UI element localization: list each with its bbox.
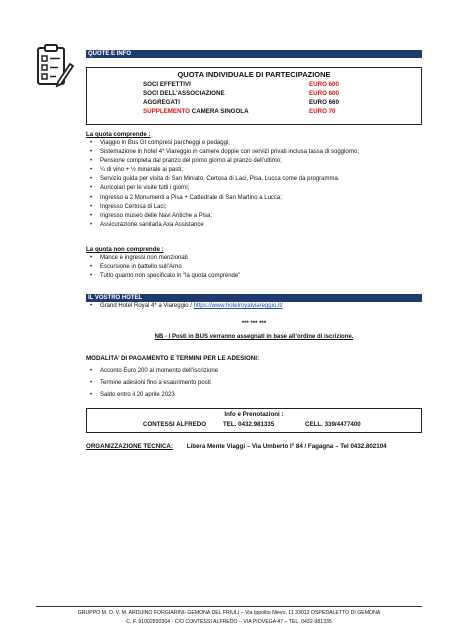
- list-item: • Auricolari per le visite tutti i giorni;: [86, 184, 422, 193]
- hotel-link[interactable]: https://www.hotelroyalviareggio.it/: [193, 303, 283, 309]
- list-item: • Acconto Euro 200 al momento dell’iscrizione: [86, 365, 422, 377]
- list-item: • Pensione completa dal pranzo del primo giorno al pranzo dell’ultimo;: [86, 157, 422, 166]
- info-box: [86, 408, 422, 433]
- quota-box: [86, 67, 422, 125]
- payment-list: [86, 365, 422, 401]
- list-item: • Tutto quanto non specificato in “la quota comprende”: [86, 272, 422, 281]
- separator-stars: *** *** ***: [241, 321, 267, 327]
- nb-note: NB - I Posti in BUS verranno assegnati in base all’ordine di iscrizione.: [154, 334, 354, 340]
- footer-line-2: C. F. 91002830304 - C/O CONTESSI ALFREDO – VIA PIOVEGA 47 – TEL. 0432-981335: [126, 619, 332, 625]
- footer-divider: [36, 606, 422, 607]
- org-label: ORGANIZZAZIONE TECNICA:: [86, 443, 173, 450]
- list-item: • Termine adesioni fino a esaurimento posti: [86, 377, 422, 389]
- list-item: • ¼ di vino + ½ minerale ai pasti;: [86, 166, 422, 175]
- contact-cell: CELL. 339/4477400: [305, 421, 361, 428]
- list-item: • Mance e ingressi non menzionati: [86, 254, 422, 263]
- quota-value: EURO 660: [309, 99, 339, 106]
- includes-heading: La quota comprende :: [86, 131, 151, 138]
- list-item: • Ingresso a 2 Monumenti a Pisa + Cattedrale di San Martino a Lucca;: [86, 194, 422, 203]
- section-bar-hotel: [86, 294, 422, 302]
- list-item: • Saldo entro il 20 aprile 2023: [86, 389, 422, 401]
- section-bar-quote: [86, 50, 422, 58]
- payment-title: MODALITA’ DI PAGAMENTO E TERMINI PER LE ADESIONI:: [86, 355, 260, 362]
- hotel-name: Grand Hotel Royal 4* a Viareggio /: [100, 303, 194, 309]
- organization: [86, 443, 387, 450]
- excludes-list: [86, 254, 422, 281]
- supplement-label: CAMERA SINGOLA: [190, 108, 249, 115]
- org-text: Libera Mente Viaggi – Via Umberto I° 84 / Fagagna – Tel 0432.802104: [186, 443, 387, 450]
- hotel-list: [86, 302, 422, 311]
- footer-line-1: GRUPPO M. O. V. M. ARDUINO FORGIARINI- GEMONA DEL FRIULI – Via Ippolito Nievo, 11 33013 OSPEDALETTO DI GEMONA: [77, 610, 381, 616]
- list-item: • Servizio guida per visita di San Miniato, Certosa di Laci, Pisa, Lucca come da programma.: [86, 175, 422, 184]
- supplement-prefix: SUPPLEMENTO: [143, 108, 190, 115]
- contact-name: CONTESSI ALFREDO: [143, 421, 207, 428]
- list-item: [86, 302, 422, 311]
- quota-label: SOCI DELL'ASSOCIAZIONE: [143, 90, 225, 97]
- quota-row: [143, 99, 403, 107]
- quota-label: AGGREGATI: [143, 99, 181, 106]
- contact-tel: TEL. 0432.981335: [223, 421, 275, 428]
- list-item: • Viaggio in Bus Gt compresi parcheggi e pedaggi;: [86, 139, 422, 148]
- list-item: • Ingresso Certosa di Laci;: [86, 203, 422, 212]
- list-item: • Assicurazione sanitaria Axa Assistance: [86, 221, 422, 230]
- quota-row: [143, 90, 403, 98]
- quota-row-supplement: [143, 108, 403, 116]
- quota-value: EURO 600: [309, 81, 339, 88]
- quota-value: EURO 600: [309, 90, 339, 97]
- supplement-value: EURO 70: [309, 108, 336, 115]
- list-item: • Escursione in battello sull’Arno: [86, 263, 422, 272]
- list-item: • Sistemazione in hotel 4* Viareggio in camere doppie con servizi privati inclusa tassa di soggiorno;: [86, 148, 422, 157]
- section-title: IL VOSTRO HOTEL: [88, 295, 143, 301]
- includes-list: [86, 139, 422, 230]
- quota-label: SOCI EFFETTIVI: [143, 81, 191, 88]
- info-title: Info e Prenotazioni :: [224, 411, 284, 418]
- quota-title: QUOTA INDIVIDUALE DI PARTECIPAZIONE: [177, 70, 331, 79]
- quota-row: [143, 81, 403, 89]
- checklist-pencil-icon: [36, 44, 74, 88]
- section-title: QUOTE E INFO: [88, 51, 132, 57]
- excludes-heading: La quota non comprende :: [86, 246, 164, 253]
- list-item: • Ingresso museo delle Navi Antiche a Pisa;: [86, 212, 422, 221]
